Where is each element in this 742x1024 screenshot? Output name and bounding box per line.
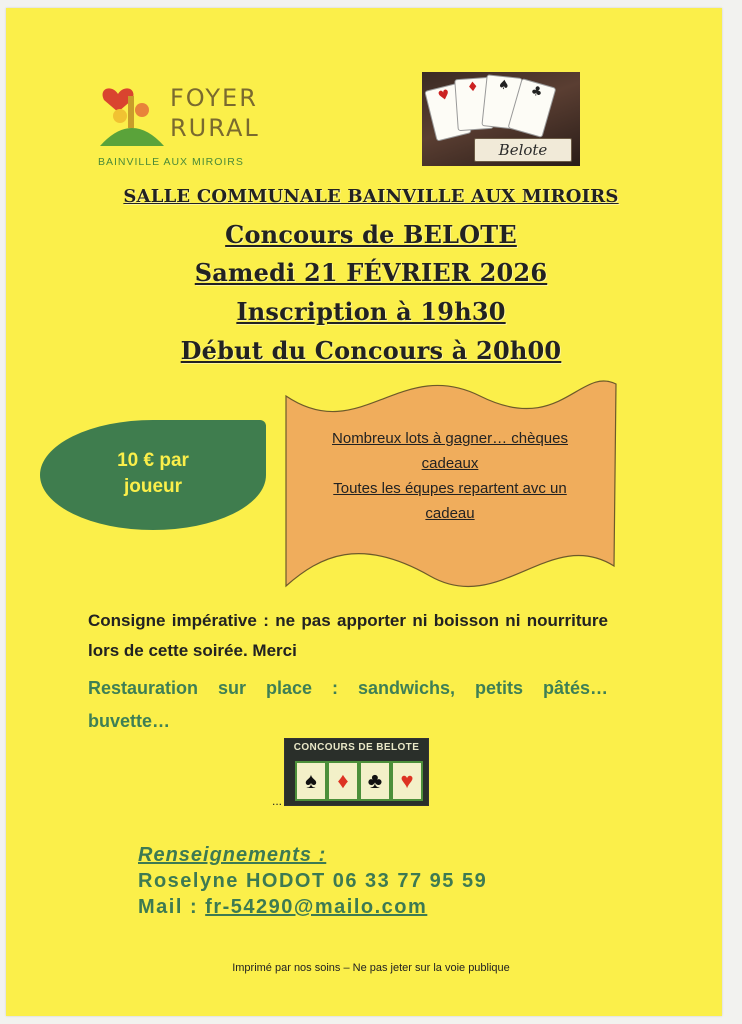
- playing-card: ♥: [424, 82, 472, 141]
- playing-card: ♠: [481, 74, 522, 129]
- tree-heart-icon: [96, 80, 168, 152]
- logo-word-rural: RURAL: [170, 114, 260, 142]
- prizes-line-3: Toutes les équpes repartent avc un: [333, 480, 567, 497]
- contact-person: Roselyne HODOT 06 33 77 95 59: [138, 870, 488, 892]
- club-icon: ♣: [359, 761, 391, 801]
- prizes-scroll: [280, 376, 620, 596]
- concours-ellipsis: ...: [272, 794, 283, 808]
- footer-note: Imprimé par nos soins – Ne pas jeter sur la voie publique: [232, 962, 510, 974]
- registration-heading: Inscription à 19h30: [236, 297, 506, 326]
- contact-block: [138, 844, 487, 919]
- playing-card: ♦: [454, 77, 494, 131]
- foyer-rural-logo: [96, 80, 266, 175]
- event-heading: Concours de BELOTE: [225, 220, 517, 249]
- mail-link[interactable]: fr-54290@mailo.com: [205, 896, 428, 918]
- concours-belote-picture: [284, 738, 429, 806]
- concours-picture-title: CONCOURS DE BELOTE: [293, 742, 420, 753]
- heart-icon: ♥: [391, 761, 423, 801]
- price-badge: [40, 420, 266, 530]
- contact-title: Renseignements :: [138, 844, 327, 866]
- playing-card: ♣: [508, 78, 557, 138]
- logo-word-foyer: FOYER: [170, 84, 258, 112]
- prizes-line-4: cadeau: [425, 505, 475, 522]
- spade-icon: ♠: [295, 761, 327, 801]
- prizes-line-2: cadeaux: [421, 455, 479, 472]
- contact-mail-row: [138, 896, 487, 919]
- mail-label: Mail :: [138, 896, 206, 918]
- date-heading: Samedi 21 FÉVRIER 2026: [194, 258, 548, 287]
- belote-cards-picture: [422, 72, 580, 166]
- prizes-text: [300, 426, 600, 526]
- prizes-line-1: Nombreux lots à gagner… chèques: [332, 430, 568, 447]
- consigne-paragraph: Consigne impérative : ne pas apporter ni boisson ni nourriture lors de cette soirée. Merci: [88, 611, 608, 660]
- belote-label: Belote: [474, 138, 572, 162]
- start-heading: Début du Concours à 20h00: [180, 336, 562, 365]
- price-line-1: 10 € par: [117, 450, 189, 471]
- diamond-icon: ♦: [327, 761, 359, 801]
- logo-subtitle: BAINVILLE AUX MIROIRS: [98, 156, 244, 168]
- venue-heading: SALLE COMMUNALE BAINVILLE AUX MIROIRS: [123, 186, 619, 207]
- price-line-2: joueur: [123, 476, 183, 497]
- restauration-paragraph: Restauration sur place : sandwichs, petits pâtés… buvette…: [88, 678, 608, 731]
